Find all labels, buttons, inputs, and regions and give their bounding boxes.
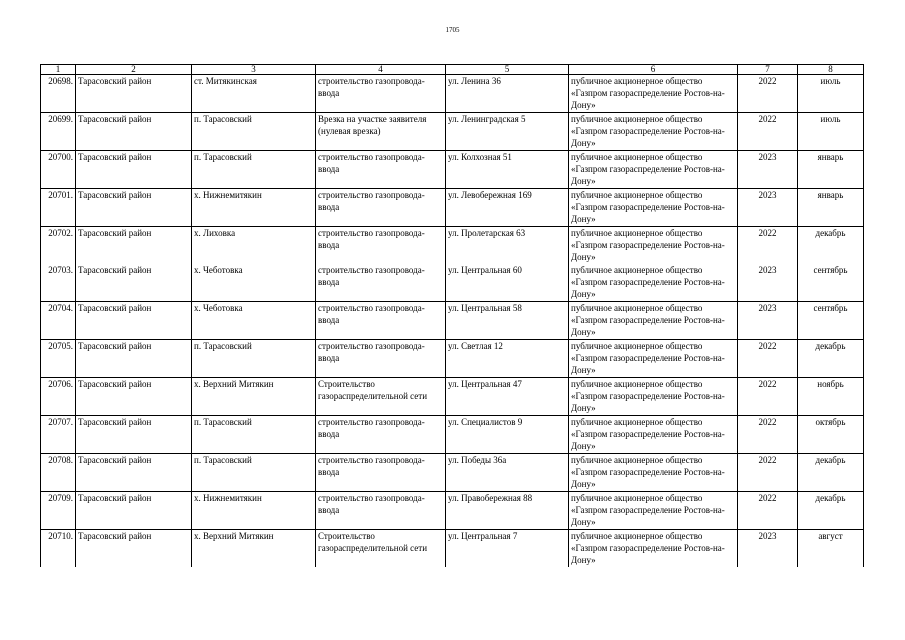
locality-cell: х. Верхний Митякин [192,378,316,416]
organization-cell: публичное акционерное общество «Газпром газораспределение Ростов-на-Дону» [569,113,738,151]
work-type-cell: строительство газопровода-ввода [316,340,446,378]
row-number: 20704. [41,302,76,340]
organization-cell: публичное акционерное общество «Газпром газораспределение Ростов-на-Дону» [569,302,738,340]
column-header: 4 [316,65,446,75]
district-cell: Тарасовский район [76,530,192,568]
row-number: 20698. [41,75,76,113]
work-type-cell: Строительство газораспределительной сети [316,378,446,416]
locality-cell: х. Нижнемитякин [192,492,316,530]
month-cell: декабрь [798,340,864,378]
column-header: 3 [192,65,316,75]
year-cell: 2023 [738,189,798,227]
table-row [41,302,864,340]
year-cell: 2022 [738,378,798,416]
row-number: 20709. [41,492,76,530]
year-cell: 2023 [738,530,798,568]
locality-cell: п. Тарасовский [192,340,316,378]
row-number: 20702. [41,227,76,265]
month-cell: октябрь [798,416,864,454]
organization-cell: публичное акционерное общество «Газпром газораспределение Ростов-на-Дону» [569,454,738,492]
district-cell: Тарасовский район [76,416,192,454]
table-row [41,227,864,265]
year-cell: 2023 [738,151,798,189]
year-cell: 2022 [738,75,798,113]
work-type-cell: строительство газопровода-ввода [316,227,446,265]
address-cell: ул. Пролетарская 63 [446,227,569,265]
locality-cell: п. Тарасовский [192,113,316,151]
organization-cell: публичное акционерное общество «Газпром газораспределение Ростов-на-Дону» [569,416,738,454]
address-cell: ул. Ленинградская 5 [446,113,569,151]
organization-cell: публичное акционерное общество «Газпром газораспределение Ростов-на-Дону» [569,530,738,568]
organization-cell: публичное акционерное общество «Газпром газораспределение Ростов-на-Дону» [569,340,738,378]
work-type-cell: строительство газопровода-ввода [316,189,446,227]
column-header: 5 [446,65,569,75]
year-cell: 2022 [738,492,798,530]
column-header: 1 [41,65,76,75]
month-cell: сентябрь [798,302,864,340]
table-row [41,492,864,530]
month-cell: сентябрь [798,264,864,302]
row-number: 20703. [41,264,76,302]
table-row [41,113,864,151]
address-cell: ул. Правобережная 88 [446,492,569,530]
row-number: 20699. [41,113,76,151]
column-header: 8 [798,65,864,75]
address-cell: ул. Левобережная 169 [446,189,569,227]
locality-cell: х. Нижнемитякин [192,189,316,227]
locality-cell: х. Верхний Митякин [192,530,316,568]
district-cell: Тарасовский район [76,113,192,151]
month-cell: декабрь [798,227,864,265]
organization-cell: публичное акционерное общество «Газпром газораспределение Ростов-на-Дону» [569,378,738,416]
address-cell: ул. Победы 36а [446,454,569,492]
month-cell: декабрь [798,492,864,530]
organization-cell: публичное акционерное общество «Газпром газораспределение Ростов-на-Дону» [569,492,738,530]
district-cell: Тарасовский район [76,492,192,530]
month-cell: июль [798,75,864,113]
year-cell: 2022 [738,113,798,151]
row-number: 20707. [41,416,76,454]
organization-cell: публичное акционерное общество «Газпром газораспределение Ростов-на-Дону» [569,75,738,113]
address-cell: ул. Ленина 36 [446,75,569,113]
table-row [41,378,864,416]
year-cell: 2022 [738,340,798,378]
year-cell: 2022 [738,416,798,454]
locality-cell: ст. Митякинская [192,75,316,113]
organization-cell: публичное акционерное общество «Газпром газораспределение Ростов-на-Дону» [569,227,738,265]
row-number: 20701. [41,189,76,227]
work-type-cell: строительство газопровода-ввода [316,75,446,113]
table-row [41,264,864,302]
table-row [41,340,864,378]
row-number: 20700. [41,151,76,189]
district-cell: Тарасовский район [76,75,192,113]
table-row [41,151,864,189]
month-cell: январь [798,151,864,189]
row-number: 20710. [41,530,76,568]
table-row [41,189,864,227]
year-cell: 2023 [738,302,798,340]
column-header: 7 [738,65,798,75]
year-cell: 2023 [738,264,798,302]
address-cell: ул. Центральная 58 [446,302,569,340]
locality-cell: х. Чеботовка [192,302,316,340]
table-row [41,454,864,492]
work-type-cell: строительство газопровода-ввода [316,454,446,492]
organization-cell: публичное акционерное общество «Газпром газораспределение Ростов-на-Дону» [569,189,738,227]
address-cell: ул. Колхозная 51 [446,151,569,189]
organization-cell: публичное акционерное общество «Газпром газораспределение Ростов-на-Дону» [569,151,738,189]
table-row [41,530,864,568]
locality-cell: п. Тарасовский [192,416,316,454]
district-cell: Тарасовский район [76,264,192,302]
district-cell: Тарасовский район [76,454,192,492]
row-number: 20708. [41,454,76,492]
row-number: 20705. [41,340,76,378]
district-cell: Тарасовский район [76,189,192,227]
year-cell: 2022 [738,227,798,265]
address-cell: ул. Центральная 47 [446,378,569,416]
month-cell: июль [798,113,864,151]
table-row [41,75,864,113]
work-type-cell: строительство газопровода-ввода [316,264,446,302]
work-type-cell: Врезка на участке заявителя (нулевая врезка) [316,113,446,151]
address-cell: ул. Центральная 7 [446,530,569,568]
month-cell: январь [798,189,864,227]
work-type-cell: строительство газопровода-ввода [316,151,446,189]
month-cell: ноябрь [798,378,864,416]
district-cell: Тарасовский район [76,378,192,416]
work-type-cell: Строительство газораспределительной сети [316,530,446,568]
header-row [41,65,864,75]
organization-cell: публичное акционерное общество «Газпром газораспределение Ростов-на-Дону» [569,264,738,302]
year-cell: 2022 [738,454,798,492]
work-type-cell: строительство газопровода-ввода [316,416,446,454]
row-number: 20706. [41,378,76,416]
address-cell: ул. Светлая 12 [446,340,569,378]
district-cell: Тарасовский район [76,151,192,189]
locality-cell: п. Тарасовский [192,454,316,492]
table-row [41,416,864,454]
locality-cell: х. Чеботовка [192,264,316,302]
month-cell: декабрь [798,454,864,492]
work-type-cell: строительство газопровода-ввода [316,492,446,530]
locality-cell: п. Тарасовский [192,151,316,189]
district-cell: Тарасовский район [76,340,192,378]
work-type-cell: строительство газопровода-ввода [316,302,446,340]
address-cell: ул. Центральная 60 [446,264,569,302]
locality-cell: х. Лиховка [192,227,316,265]
column-header: 2 [76,65,192,75]
column-header: 6 [569,65,738,75]
district-cell: Тарасовский район [76,302,192,340]
registry-table [40,64,864,567]
district-cell: Тарасовский район [76,227,192,265]
page-number: 1705 [445,26,460,34]
month-cell: август [798,530,864,568]
address-cell: ул. Специалистов 9 [446,416,569,454]
